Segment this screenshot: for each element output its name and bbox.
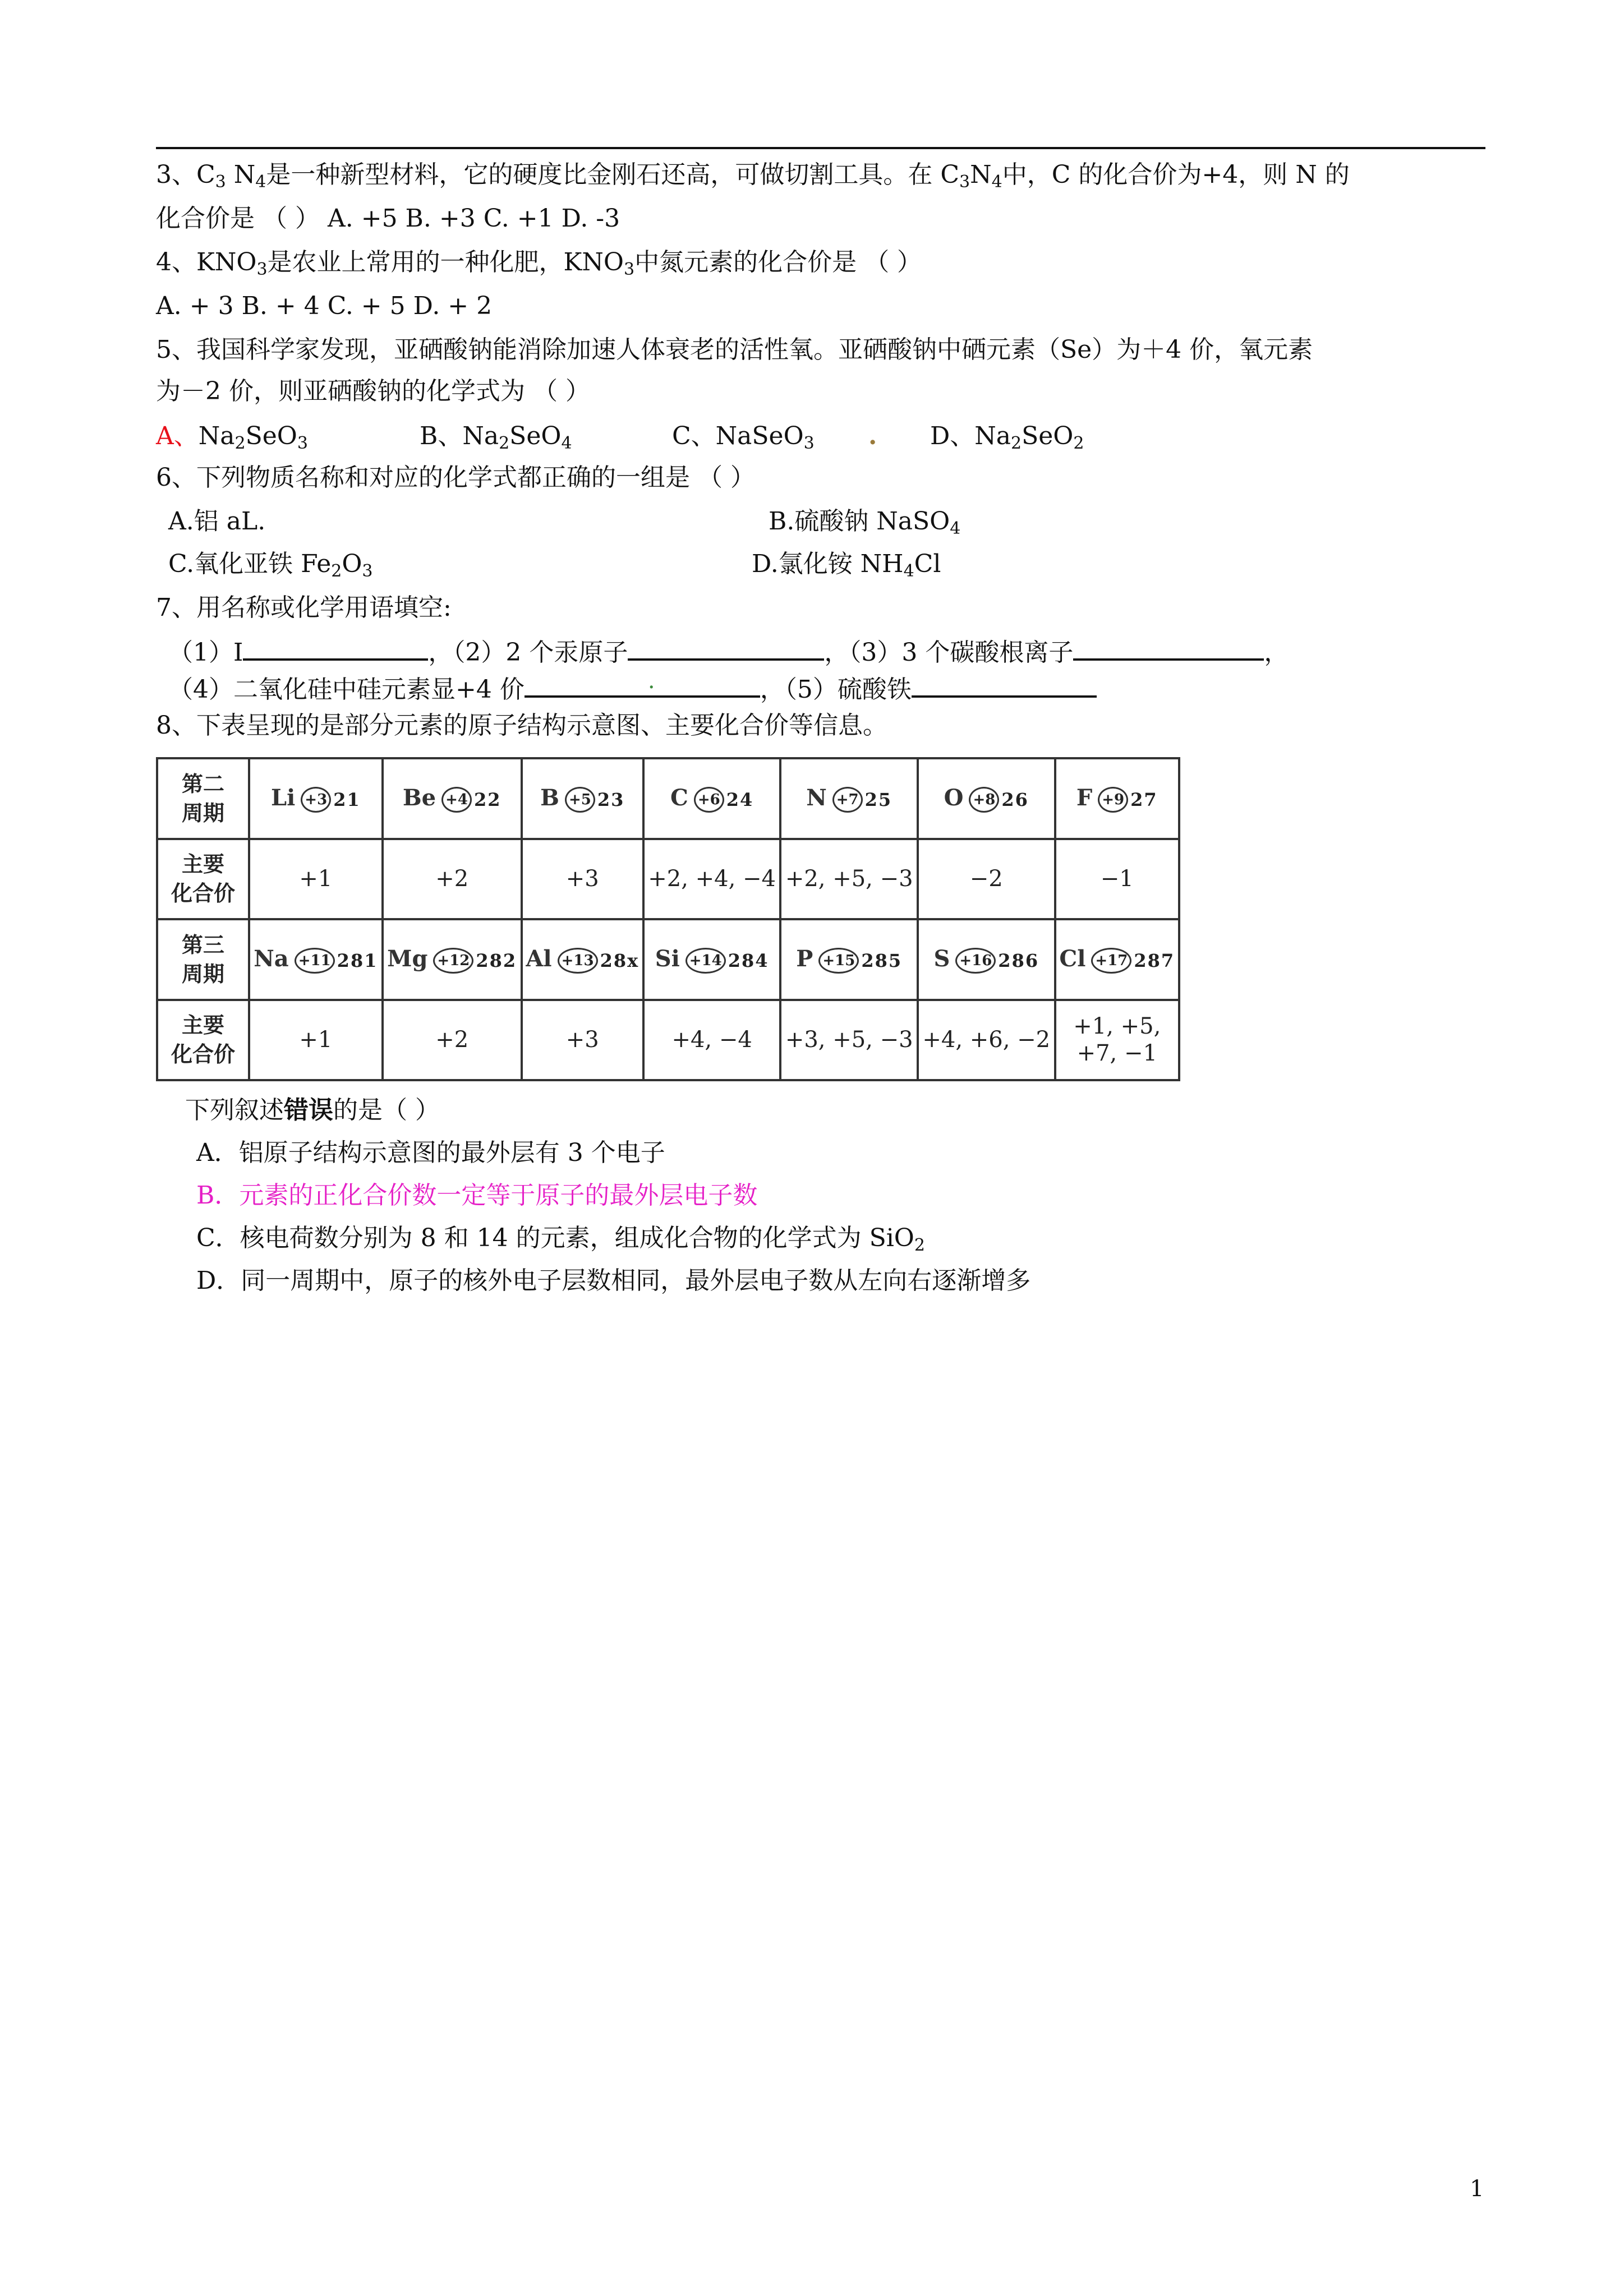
valence-cell: +3 <box>522 839 643 920</box>
cell-c: C +6 24 <box>643 758 781 839</box>
q8-question: 下列叙述错误的是（ ） <box>185 1096 440 1124</box>
table-row-period3 <box>157 919 1179 1000</box>
q8-line1: 8、下表呈现的是部分元素的原子结构示意图、主要化合价等信息。 <box>156 711 887 740</box>
blank-2[interactable] <box>628 631 824 661</box>
cell-o: O +8 26 <box>918 758 1055 839</box>
header-rule <box>156 147 1485 149</box>
periodic-info-table <box>156 757 1180 1081</box>
cell-li: Li +3 21 <box>249 758 383 839</box>
cell-al: Al +13 28x <box>522 919 643 1000</box>
q5-line1: 5、我国科学家发现，亚硒酸钠能消除加速人体衰老的活性氧。亚硒酸钠中硒元素（Se）为＋4 价，氧元素 <box>156 335 1313 364</box>
valence-cell: −2 <box>918 839 1055 920</box>
q5-stray-dot: . <box>868 422 877 450</box>
cell-p: P +15 285 <box>780 919 918 1000</box>
q6-option-c: C.氧化亚铁 $Fe_2O_3$ <box>168 550 373 581</box>
row-header-period3: 第三 周期 <box>157 919 249 1000</box>
q5-option-b: B、$Na_2SeO_4$ <box>420 422 572 453</box>
q3-line2: 化合价是 （ ） A. +5 B. +3 C. +1 D. -3 <box>156 204 620 233</box>
q4-line2: A. + 3 B. + 4 C. + 5 D. + 2 <box>156 292 493 320</box>
q3-line1: 3、$C_3$ $N_4$是一种新型材料，它的硬度比金刚石还高，可做切割工具。在 $C_3N_4$中，C 的化合价为+4，则 N 的 <box>156 160 1350 192</box>
q5-line2: 为－2 价，则亚硒酸钠的化学式为 （ ） <box>156 377 590 405</box>
cell-na: Na +11 281 <box>249 919 383 1000</box>
cell-b: B +5 23 <box>522 758 643 839</box>
q4-line1: 4、$KNO_3$是农业上常用的一种化肥，$KNO_3$中氮元素的化合价是 （ ） <box>156 248 922 279</box>
valence-cell: +2, +5, −3 <box>780 839 918 920</box>
cell-n: N +7 25 <box>780 758 918 839</box>
valence-cell: +2 <box>383 1000 522 1081</box>
table-row-period2 <box>157 758 1179 839</box>
q7-stray-dot: . <box>647 668 655 694</box>
q6-option-b: B.硫酸钠 NaSO$_4$ <box>769 507 961 538</box>
valence-cell: +1, +5, +7, −1 <box>1055 1000 1179 1081</box>
q5-option-d: D、$Na_2SeO_2$ <box>930 422 1084 453</box>
valence-cell: +3, +5, −3 <box>780 1000 918 1081</box>
valence-cell: +1 <box>249 1000 383 1081</box>
valence-cell: +4, +6, −2 <box>918 1000 1055 1081</box>
q6-options-row1 <box>168 505 1178 538</box>
q5-option-a: A、$Na_2SeO_3$ <box>156 422 308 453</box>
q8-option-c: C．核电荷数分别为 8 和 14 的元素，组成化合物的化学式为 SiO$_2$ <box>196 1224 925 1255</box>
q5-options <box>156 419 1278 453</box>
blank-5[interactable] <box>912 668 1097 698</box>
q7-line3: （4）二氧化硅中硅元素显+4 价 . ，（5）硫酸铁 <box>168 668 1097 707</box>
valence-cell: +2 <box>383 839 522 920</box>
q7-line1: 7、用名称或化学用语填空: <box>156 593 452 622</box>
valence-cell: +1 <box>249 839 383 920</box>
q8-option-b: B．元素的正化合价数一定等于原子的最外层电子数 <box>196 1181 758 1210</box>
valence-cell: −1 <box>1055 839 1179 920</box>
blank-3[interactable] <box>1073 631 1264 661</box>
q6-options-row2 <box>168 547 1178 581</box>
row-header-valence2: 主要 化合价 <box>157 839 249 920</box>
cell-s: S +16 286 <box>918 919 1055 1000</box>
q5-option-c: C、NaSeO$_3$ <box>672 422 815 453</box>
valence-cell: +4, −4 <box>643 1000 781 1081</box>
table-row-valence3 <box>157 1000 1179 1081</box>
q6-option-d: D.氯化铵 $NH_4Cl$ <box>752 550 941 581</box>
cell-si: Si +14 284 <box>643 919 781 1000</box>
valence-cell: +3 <box>522 1000 643 1081</box>
cell-cl: Cl +17 287 <box>1055 919 1179 1000</box>
cell-f: F +9 27 <box>1055 758 1179 839</box>
q8-option-a: A．铝原子结构示意图的最外层有 3 个电子 <box>196 1138 665 1167</box>
row-header-period2: 第二 周期 <box>157 758 249 839</box>
blank-4[interactable] <box>525 668 760 698</box>
blank-1[interactable] <box>243 631 428 661</box>
row-header-valence3: 主要 化合价 <box>157 1000 249 1081</box>
q7-line2: （1）I ，（2）2 个汞原子 ，（3）3 个碳酸根离子 ， <box>168 631 1289 670</box>
cell-be: Be +4 22 <box>383 758 522 839</box>
q8-option-d: D．同一周期中，原子的核外电子层数相同，最外层电子数从左向右逐渐增多 <box>196 1266 1031 1295</box>
cell-mg: Mg +12 282 <box>383 919 522 1000</box>
valence-cell: +2, +4, −4 <box>643 839 781 920</box>
page-number: 1 <box>1470 2176 1484 2202</box>
table-row-valence2 <box>157 839 1179 920</box>
q6-line1: 6、下列物质名称和对应的化学式都正确的一组是 （ ） <box>156 463 755 492</box>
q6-option-a: A.铝 aL. <box>168 507 266 536</box>
